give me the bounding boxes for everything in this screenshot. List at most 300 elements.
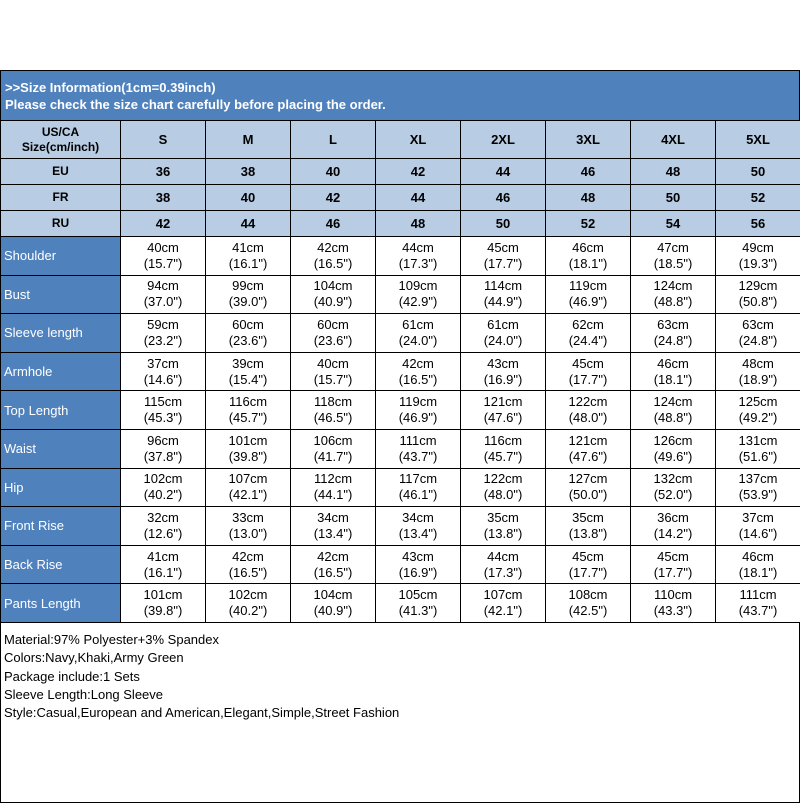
measurement-cell (121, 584, 206, 623)
size-system-label (1, 159, 121, 185)
size-value-cell: 46 (546, 159, 631, 185)
size-header-row (1, 185, 800, 211)
measurement-cell (376, 275, 461, 314)
measurement-cell (546, 314, 631, 353)
size-value-cell: 44 (206, 211, 291, 237)
size-value-cell: 36 (121, 159, 206, 185)
measurement-cm: 106cm (291, 433, 375, 449)
measurement-inch: (13.8") (461, 526, 545, 542)
measurement-cm: 41cm (121, 549, 205, 565)
measurement-cell (461, 391, 546, 430)
measurement-cm: 63cm (716, 317, 800, 333)
product-note-line: Sleeve Length:Long Sleeve (4, 686, 799, 704)
measurement-cm: 111cm (716, 587, 800, 603)
measurement-inch: (16.5") (291, 565, 375, 581)
size-header-row (1, 121, 800, 159)
measurement-cell (206, 352, 291, 391)
measurement-inch: (18.5") (631, 256, 715, 272)
measurement-cm: 101cm (121, 587, 205, 603)
measurement-cell (716, 391, 800, 430)
measurement-cm: 115cm (121, 394, 205, 410)
measurement-cell (716, 468, 800, 507)
measurement-inch: (24.8") (716, 333, 800, 349)
measurement-cm: 137cm (716, 471, 800, 487)
size-value-cell: 4XL (631, 121, 716, 159)
measurement-row (1, 352, 800, 391)
measurement-cell (546, 352, 631, 391)
measurement-cm: 60cm (291, 317, 375, 333)
measurement-cm: 124cm (631, 394, 715, 410)
measurement-cell (206, 584, 291, 623)
measurement-inch: (40.9") (291, 603, 375, 619)
measurement-inch: (46.9") (546, 294, 630, 310)
measurement-cm: 33cm (206, 510, 290, 526)
measurement-cell (376, 429, 461, 468)
measurement-cm: 42cm (291, 549, 375, 565)
measurement-inch: (51.6") (716, 449, 800, 465)
measurement-inch: (14.6") (121, 372, 205, 388)
measurement-cm: 61cm (461, 317, 545, 333)
measurement-cm: 121cm (546, 433, 630, 449)
measurement-inch: (48.0") (461, 487, 545, 503)
size-value-cell: 38 (206, 159, 291, 185)
product-note-line: Material:97% Polyester+3% Spandex (4, 631, 799, 649)
measurement-cell (206, 429, 291, 468)
measurement-cm: 110cm (631, 587, 715, 603)
measurement-inch: (17.7") (546, 372, 630, 388)
measurement-cell (546, 545, 631, 584)
measurement-cell (376, 391, 461, 430)
measurement-inch: (39.8") (121, 603, 205, 619)
size-system-label (1, 185, 121, 211)
size-value-cell: 52 (546, 211, 631, 237)
measurement-inch: (16.5") (291, 256, 375, 272)
measurement-cell (376, 545, 461, 584)
measurement-cell (376, 507, 461, 546)
measurement-inch: (47.6") (461, 410, 545, 426)
measurement-inch: (17.7") (461, 256, 545, 272)
size-value-cell: 38 (121, 185, 206, 211)
measurement-inch: (47.6") (546, 449, 630, 465)
measurement-cm: 45cm (631, 549, 715, 565)
measurement-cell (631, 391, 716, 430)
measurement-cell (631, 507, 716, 546)
measurement-inch: (23.6") (206, 333, 290, 349)
measurement-cm: 49cm (716, 240, 800, 256)
measurement-label: Bust (1, 275, 121, 314)
measurement-cm: 45cm (546, 356, 630, 372)
measurement-inch: (46.5") (291, 410, 375, 426)
measurement-inch: (14.2") (631, 526, 715, 542)
measurement-inch: (19.3") (716, 256, 800, 272)
measurement-cell (291, 584, 376, 623)
measurement-cm: 42cm (376, 356, 460, 372)
measurement-cm: 104cm (291, 587, 375, 603)
measurement-cm: 43cm (461, 356, 545, 372)
measurement-cell (121, 275, 206, 314)
measurement-cell (461, 352, 546, 391)
measurement-inch: (12.6") (121, 526, 205, 542)
size-value-cell: 40 (206, 185, 291, 211)
measurement-cell (461, 275, 546, 314)
measurement-row (1, 429, 800, 468)
measurement-cell (546, 237, 631, 276)
measurement-cm: 41cm (206, 240, 290, 256)
size-value-cell: 44 (376, 185, 461, 211)
size-value-cell: 52 (716, 185, 800, 211)
size-value-cell: 42 (376, 159, 461, 185)
measurement-inch: (45.7") (206, 410, 290, 426)
measurement-inch: (13.4") (291, 526, 375, 542)
measurement-inch: (18.1") (546, 256, 630, 272)
measurement-cm: 126cm (631, 433, 715, 449)
measurement-row (1, 275, 800, 314)
measurement-inch: (42.1") (206, 487, 290, 503)
measurement-cell (121, 237, 206, 276)
measurement-cell (121, 314, 206, 353)
measurement-cell (291, 352, 376, 391)
measurement-cell (376, 314, 461, 353)
size-value-cell: 46 (461, 185, 546, 211)
measurement-inch: (50.8") (716, 294, 800, 310)
measurement-inch: (49.2") (716, 410, 800, 426)
measurement-cm: 96cm (121, 433, 205, 449)
size-value-cell: 44 (461, 159, 546, 185)
measurement-inch: (53.9") (716, 487, 800, 503)
size-value-cell: 48 (631, 159, 716, 185)
measurement-cell (716, 584, 800, 623)
measurement-inch: (43.7") (716, 603, 800, 619)
measurement-inch: (46.9") (376, 410, 460, 426)
measurement-inch: (40.9") (291, 294, 375, 310)
measurement-inch: (16.5") (206, 565, 290, 581)
measurement-inch: (43.3") (631, 603, 715, 619)
size-value-cell: 5XL (716, 121, 800, 159)
measurement-inch: (15.4") (206, 372, 290, 388)
measurement-cell (716, 237, 800, 276)
measurement-cell (631, 314, 716, 353)
measurement-cell (546, 429, 631, 468)
banner-title: >>Size Information(1cm=0.39inch) (5, 79, 799, 96)
measurement-inch: (13.4") (376, 526, 460, 542)
size-value-cell: 3XL (546, 121, 631, 159)
measurement-cm: 36cm (631, 510, 715, 526)
measurement-label: Sleeve length (1, 314, 121, 353)
measurement-label: Armhole (1, 352, 121, 391)
measurement-cm: 127cm (546, 471, 630, 487)
measurement-cm: 99cm (206, 278, 290, 294)
size-value-cell: 46 (291, 211, 376, 237)
measurement-cell (461, 507, 546, 546)
measurement-cm: 44cm (461, 549, 545, 565)
measurement-inch: (50.0") (546, 487, 630, 503)
measurement-cell (206, 545, 291, 584)
measurement-cell (631, 275, 716, 314)
measurement-cm: 39cm (206, 356, 290, 372)
measurement-inch: (18.9") (716, 372, 800, 388)
measurement-inch: (37.0") (121, 294, 205, 310)
measurement-inch: (46.1") (376, 487, 460, 503)
measurement-cm: 119cm (546, 278, 630, 294)
measurement-cell (631, 584, 716, 623)
measurement-inch: (41.7") (291, 449, 375, 465)
measurement-cm: 116cm (461, 433, 545, 449)
measurement-cell (206, 275, 291, 314)
measurement-cell (631, 545, 716, 584)
measurement-cm: 109cm (376, 278, 460, 294)
size-value-cell: 50 (716, 159, 800, 185)
measurement-cm: 94cm (121, 278, 205, 294)
size-value-cell: S (121, 121, 206, 159)
measurement-cm: 46cm (631, 356, 715, 372)
measurement-cell (121, 391, 206, 430)
size-value-cell: 2XL (461, 121, 546, 159)
measurement-inch: (17.7") (546, 565, 630, 581)
measurement-inch: (24.0") (376, 333, 460, 349)
size-value-cell: 48 (546, 185, 631, 211)
measurement-row (1, 507, 800, 546)
size-system-name: FR (1, 190, 120, 205)
size-system-label (1, 211, 121, 237)
size-system-label (1, 121, 121, 159)
measurement-cm: 105cm (376, 587, 460, 603)
measurement-cm: 107cm (206, 471, 290, 487)
measurement-inch: (39.0") (206, 294, 290, 310)
measurement-cell (206, 237, 291, 276)
size-system-name: EU (1, 164, 120, 179)
measurement-cell (716, 507, 800, 546)
measurement-cell (206, 391, 291, 430)
measurement-inch: (45.7") (461, 449, 545, 465)
measurement-cm: 122cm (461, 471, 545, 487)
measurement-cell (461, 584, 546, 623)
measurement-cell (291, 391, 376, 430)
size-value-cell: 42 (291, 185, 376, 211)
size-value-cell: 56 (716, 211, 800, 237)
measurement-label: Top Length (1, 391, 121, 430)
measurement-row (1, 468, 800, 507)
measurement-inch: (16.9") (376, 565, 460, 581)
measurement-inch: (37.8") (121, 449, 205, 465)
measurement-inch: (48.0") (546, 410, 630, 426)
measurement-cm: 102cm (206, 587, 290, 603)
size-value-cell: 54 (631, 211, 716, 237)
measurement-cell (206, 314, 291, 353)
product-notes (0, 623, 800, 803)
size-system-name: US/CA (1, 125, 120, 140)
measurement-inch: (52.0") (631, 487, 715, 503)
size-value-cell: 48 (376, 211, 461, 237)
measurement-cm: 46cm (546, 240, 630, 256)
measurement-cm: 104cm (291, 278, 375, 294)
measurement-cm: 132cm (631, 471, 715, 487)
measurement-cell (546, 391, 631, 430)
measurement-cell (716, 275, 800, 314)
measurement-cm: 32cm (121, 510, 205, 526)
measurement-cell (121, 352, 206, 391)
measurement-inch: (23.6") (291, 333, 375, 349)
size-value-cell: XL (376, 121, 461, 159)
measurement-inch: (42.9") (376, 294, 460, 310)
measurement-cell (291, 314, 376, 353)
measurement-inch: (18.1") (631, 372, 715, 388)
banner-instruction: Please check the size chart carefully before placing the order. (5, 96, 799, 113)
measurement-cell (206, 468, 291, 507)
measurement-label: Shoulder (1, 237, 121, 276)
measurement-cm: 122cm (546, 394, 630, 410)
measurement-cell (546, 584, 631, 623)
measurement-cell (121, 507, 206, 546)
measurement-cm: 37cm (716, 510, 800, 526)
product-note-line: Style:Casual,European and American,Elegant,Simple,Street Fashion (4, 704, 799, 722)
measurement-inch: (41.3") (376, 603, 460, 619)
measurement-cell (376, 468, 461, 507)
size-info-banner (0, 70, 800, 120)
measurement-cell (546, 507, 631, 546)
measurement-cm: 102cm (121, 471, 205, 487)
measurement-cm: 59cm (121, 317, 205, 333)
measurement-inch: (15.7") (291, 372, 375, 388)
measurement-cell (631, 468, 716, 507)
measurement-inch: (42.1") (461, 603, 545, 619)
measurement-inch: (24.8") (631, 333, 715, 349)
measurement-cm: 107cm (461, 587, 545, 603)
measurement-cm: 63cm (631, 317, 715, 333)
measurement-cm: 62cm (546, 317, 630, 333)
measurement-cell (461, 429, 546, 468)
measurement-cm: 40cm (121, 240, 205, 256)
measurement-inch: (42.5") (546, 603, 630, 619)
size-value-cell: L (291, 121, 376, 159)
size-chart (0, 70, 800, 803)
measurement-inch: (48.8") (631, 410, 715, 426)
measurement-inch: (18.1") (716, 565, 800, 581)
measurement-cm: 40cm (291, 356, 375, 372)
measurement-label: Back Rise (1, 545, 121, 584)
measurement-inch: (16.5") (376, 372, 460, 388)
size-header-row (1, 211, 800, 237)
measurement-inch: (24.4") (546, 333, 630, 349)
measurement-cm: 34cm (291, 510, 375, 526)
measurement-inch: (39.8") (206, 449, 290, 465)
measurement-inch: (16.1") (121, 565, 205, 581)
measurement-cell (631, 237, 716, 276)
measurement-label: Waist (1, 429, 121, 468)
measurement-inch: (24.0") (461, 333, 545, 349)
measurement-cm: 45cm (546, 549, 630, 565)
size-value-cell: 50 (461, 211, 546, 237)
measurement-cm: 48cm (716, 356, 800, 372)
measurement-cell (716, 352, 800, 391)
size-system-unit: Size(cm/inch) (1, 140, 120, 155)
measurement-cell (461, 237, 546, 276)
size-value-cell: 42 (121, 211, 206, 237)
measurement-cm: 118cm (291, 394, 375, 410)
measurement-cm: 46cm (716, 549, 800, 565)
measurement-cell (631, 429, 716, 468)
measurement-cell (291, 275, 376, 314)
measurement-inch: (45.3") (121, 410, 205, 426)
size-table (0, 120, 800, 623)
size-header-row (1, 159, 800, 185)
measurement-cm: 119cm (376, 394, 460, 410)
measurement-inch: (40.2") (206, 603, 290, 619)
measurement-inch: (13.0") (206, 526, 290, 542)
measurement-cm: 35cm (546, 510, 630, 526)
measurement-row (1, 391, 800, 430)
measurement-cell (121, 468, 206, 507)
measurement-cell (206, 507, 291, 546)
measurement-row (1, 314, 800, 353)
measurement-inch: (15.7") (121, 256, 205, 272)
measurement-cm: 35cm (461, 510, 545, 526)
size-system-name: RU (1, 216, 120, 231)
measurement-cm: 112cm (291, 471, 375, 487)
measurement-label: Pants Length (1, 584, 121, 623)
measurement-cell (461, 468, 546, 507)
measurement-cell (461, 545, 546, 584)
measurement-cell (291, 545, 376, 584)
measurement-cell (716, 429, 800, 468)
size-value-cell: 50 (631, 185, 716, 211)
measurement-cm: 111cm (376, 433, 460, 449)
measurement-label: Front Rise (1, 507, 121, 546)
measurement-inch: (40.2") (121, 487, 205, 503)
measurement-row (1, 237, 800, 276)
measurement-cm: 101cm (206, 433, 290, 449)
measurement-cm: 37cm (121, 356, 205, 372)
measurement-inch: (44.9") (461, 294, 545, 310)
measurement-inch: (23.2") (121, 333, 205, 349)
measurement-cm: 47cm (631, 240, 715, 256)
measurement-cell (376, 584, 461, 623)
measurement-cm: 121cm (461, 394, 545, 410)
measurement-cell (291, 429, 376, 468)
measurement-cm: 45cm (461, 240, 545, 256)
measurement-cm: 43cm (376, 549, 460, 565)
measurement-cell (291, 507, 376, 546)
measurement-cm: 125cm (716, 394, 800, 410)
measurement-cm: 129cm (716, 278, 800, 294)
measurement-cm: 34cm (376, 510, 460, 526)
product-note-line: Package include:1 Sets (4, 668, 799, 686)
measurement-cm: 124cm (631, 278, 715, 294)
measurement-cm: 108cm (546, 587, 630, 603)
measurement-inch: (49.6") (631, 449, 715, 465)
measurement-cell (461, 314, 546, 353)
measurement-inch: (17.3") (461, 565, 545, 581)
measurement-row (1, 545, 800, 584)
measurement-cm: 117cm (376, 471, 460, 487)
measurement-cm: 114cm (461, 278, 545, 294)
measurement-cm: 60cm (206, 317, 290, 333)
measurement-inch: (17.3") (376, 256, 460, 272)
measurement-cell (121, 545, 206, 584)
measurement-cell (376, 352, 461, 391)
measurement-cell (291, 237, 376, 276)
measurement-cm: 42cm (291, 240, 375, 256)
size-value-cell: 40 (291, 159, 376, 185)
measurement-cm: 116cm (206, 394, 290, 410)
measurement-inch: (48.8") (631, 294, 715, 310)
measurement-cm: 61cm (376, 317, 460, 333)
measurement-cell (546, 275, 631, 314)
measurement-row (1, 584, 800, 623)
measurement-label: Hip (1, 468, 121, 507)
measurement-cm: 44cm (376, 240, 460, 256)
measurement-inch: (13.8") (546, 526, 630, 542)
measurement-cell (376, 237, 461, 276)
